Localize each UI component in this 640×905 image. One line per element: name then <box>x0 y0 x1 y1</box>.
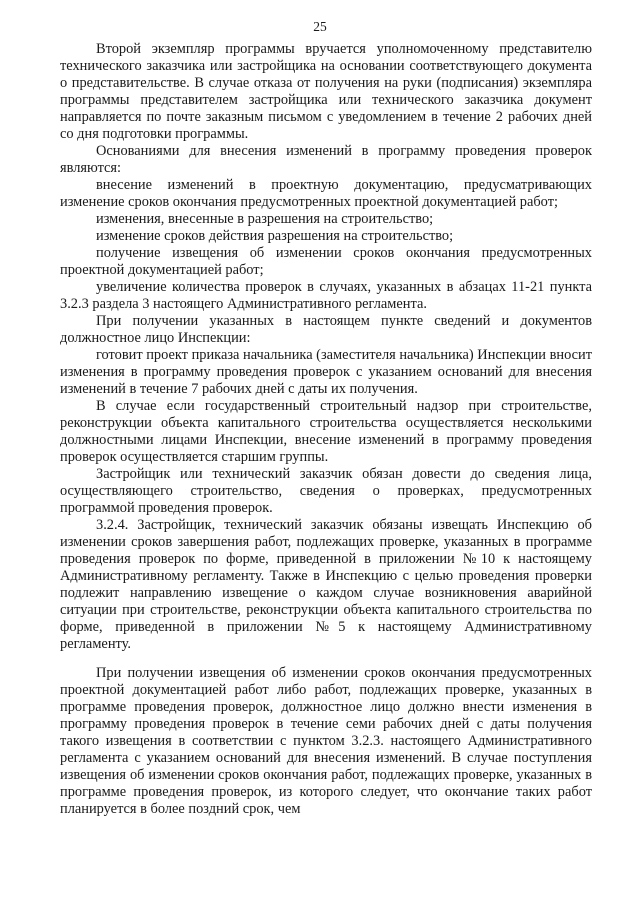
paragraph-prepare-order: готовит проект приказа начальника (заместителя начальника) Инспекции вносит изменения в программу проведения проверок с указанием оснований для внесения изменений в течение 7 рабочих дней с даты их получения. <box>60 347 592 397</box>
paragraph-grounds-intro: Основаниями для внесения изменений в программу проведения проверок являются: <box>60 143 592 176</box>
paragraph-second-copy: Второй экземпляр программы вручается уполномоченному представителю технического заказчика или застройщика на основании соответствующего документа о представительстве. В случае отказа от получения на руки (подписания) экземпляра программы представителем застройщика или технического заказчика документ направляется по почте заказным письмом с уведомлением в течение 2 рабочих дней со дня подготовки программы. <box>60 41 592 142</box>
paragraph-ground-more-checks: увеличение количества проверок в случаях, указанных в абзацах 11-21 пункта 3.2.3 раздела 3 настоящего Административного регламента. <box>60 279 592 312</box>
document-body <box>60 41 592 818</box>
page-number: 25 <box>313 19 327 34</box>
paragraph-ground-permit-changes: изменения, внесенные в разрешения на строительство; <box>96 211 434 227</box>
paragraph-section-3-2-4: 3.2.4. Застройщик, технический заказчик обязаны извещать Инспекцию об изменении сроков завершения работ, подлежащих проверке, указанных в программе проведения проверок по форме, приведенной в приложении №10 к настоящему Административному регламенту. Также в Инспекцию с целью проведения проверки подлежит направлению извещение о каждом случае возникновения аварийной ситуации при строительстве, реконструкции объекта капитального строительства по форме, приведенной в приложении №5 к настоящему Административному регламенту. <box>60 517 592 652</box>
paragraph-ground-project-docs: внесение изменений в проектную документацию, предусматривающих изменение сроков окончания предусмотренных проектной документацией работ; <box>60 177 592 210</box>
paragraph-ground-notice: получение извещения об изменении сроков окончания предусмотренных проектной документацией работ; <box>60 245 592 278</box>
paragraph-official-actions-intro: При получении указанных в настоящем пункте сведений и документов должностное лицо Инспекции: <box>60 313 592 346</box>
paragraph-ground-permit-term: изменение сроков действия разрешения на строительство; <box>96 228 454 244</box>
paragraph-several-officials: В случае если государственный строительный надзор при строительстве, реконструкции объекта капитального строительства осуществляется несколькими должностными лицами Инспекции, внесение изменений в программу проведения проверок осуществляется старшим группы. <box>60 398 592 465</box>
paragraph-notice-received: При получении извещения об изменении сроков окончания предусмотренных проектной документацией работ либо работ, подлежащих проверке, указанных в программе проведения проверок, должностное лицо должно внести изменения в программу проведения проверок в течение семи рабочих дней с даты получения такого извещения в соответствии с пунктом 3.2.3. настоящего Административного регламента с указанием оснований для внесения изменений. В случае поступления извещения об изменении сроков окончания работ, подлежащих проверке, указанных в программе проведения проверок, из которого следует, что окончание таких работ планируется в более поздний срок, чем <box>60 665 592 817</box>
paragraph-developer-duty: Застройщик или технический заказчик обязан довести до сведения лица, осуществляющего строительство, сведения о проверках, предусмотренных программой проведения проверок. <box>60 466 592 516</box>
